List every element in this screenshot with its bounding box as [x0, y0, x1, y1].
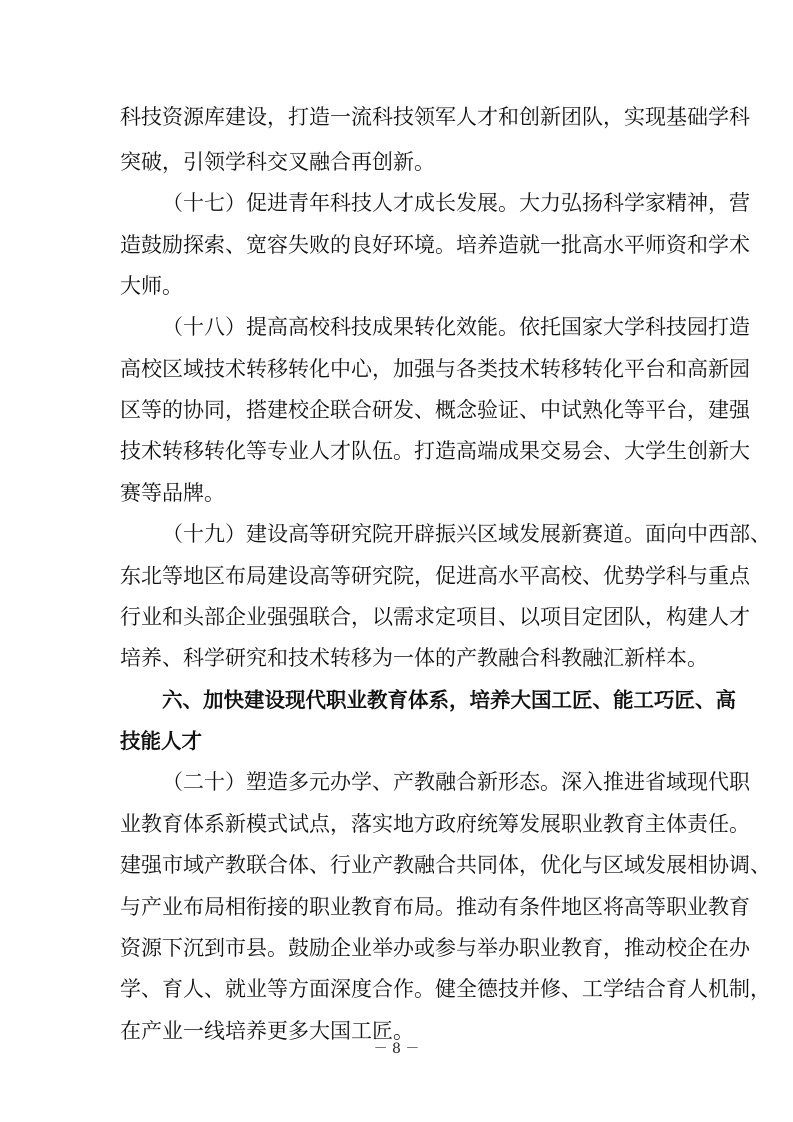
paragraph-line: 东北等地区布局建设高等研究院，促进高水平高校、优势学科与重点	[120, 564, 750, 588]
paragraph-line: 大师。	[120, 274, 183, 298]
paragraph-line: 科技资源库建设，打造一流科技领军人才和创新团队，实现基础学科	[120, 105, 750, 129]
paragraph-line: 资源下沉到市县。鼓励企业举办或参与举办职业教育，推动校企在办	[120, 936, 750, 960]
paragraph-line: 建强市域产教联合体、行业产教融合共同体，优化与区域发展相协调、	[120, 853, 771, 877]
paragraph-line: 行业和头部企业强强联合，以需求定项目、以项目定团队，构建人才	[120, 605, 750, 629]
paragraph-line: （十七）促进青年科技人才成长发展。大力弘扬科学家精神，营	[162, 191, 750, 215]
paragraph-line: （十八）提高高校科技成果转化效能。依托国家大学科技园打造	[162, 315, 750, 339]
section-heading: 技能人才	[120, 729, 202, 753]
section-heading: 六、加快建设现代职业教育体系，培养大国工匠、能工巧匠、高	[162, 688, 736, 712]
paragraph-line: 赛等品牌。	[120, 481, 225, 505]
paragraph-line: 技术转移转化等专业人才队伍。打造高端成果交易会、大学生创新大	[120, 439, 750, 463]
paragraph-line: 区等的协同，搭建校企联合研发、概念验证、中试熟化等平台，建强	[120, 398, 750, 422]
page-number: － 8 －	[373, 1041, 420, 1057]
paragraph-line: （十九）建设高等研究院开辟振兴区域发展新赛道。面向中西部、	[162, 522, 771, 546]
paragraph-line: （二十）塑造多元办学、产教融合新形态。深入推进省域现代职	[162, 770, 750, 794]
paragraph-line: 学、育人、就业等方面深度合作。健全德技并修、工学结合育人机制，	[120, 977, 771, 1001]
paragraph-line: 突破，引领学科交叉融合再创新。	[120, 150, 435, 174]
paragraph-line: 培养、科学研究和技术转移为一体的产教融合科教融汇新样本。	[120, 646, 708, 670]
paragraph-line: 在产业一线培养更多大国工匠。	[120, 1019, 414, 1043]
paragraph-line: 业教育体系新模式试点，落实地方政府统筹发展职业教育主体责任。	[120, 812, 750, 836]
paragraph-line: 高校区域技术转移转化中心，加强与各类技术转移转化平台和高新园	[120, 357, 750, 381]
paragraph-line: 与产业布局相衔接的职业教育布局。推动有条件地区将高等职业教育	[120, 895, 750, 919]
paragraph-line: 造鼓励探索、宽容失败的良好环境。培养造就一批高水平师资和学术	[120, 233, 750, 257]
